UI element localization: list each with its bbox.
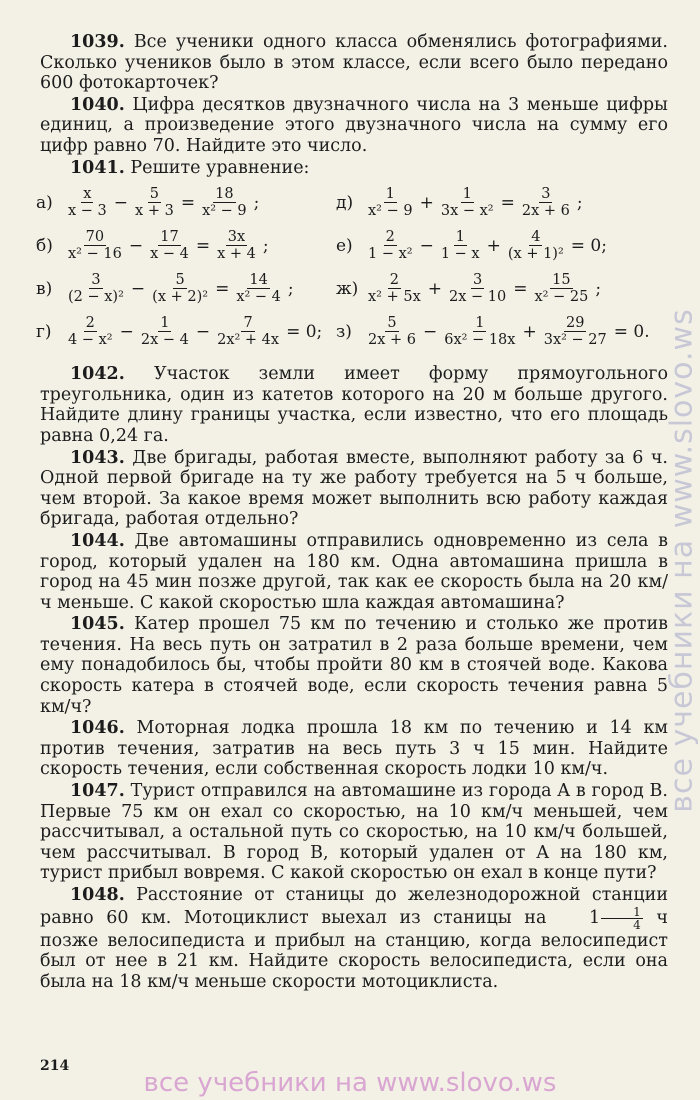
equation-v: в) $\frac{3}{\text{(2 − x)²}}$ − $\frac{5}{\text{(x + 2)²}}$ = $\frac{14}{\text{x² − 4}}$ ; (36, 272, 294, 306)
problem-number: 1046. (70, 718, 125, 739)
problem-text: Катер прошел 75 км по течению и столько же против течения. На весь путь он затратил в 2 раза больше времени, чем ему понадобилось бы, чтобы пройти 80 км в стоячей воде. Какова скорость катера в стоячей воде, если скорость течения равна 5 км/ч? (40, 614, 668, 717)
problem-text: Расстояние от станицы до железнодорожной станции равно 60 км. Мотоциклист выехал из станицы на (40, 885, 668, 928)
equation-zh: ж) $\frac{2}{\text{x² + 5x}}$ + $\frac{3}{2x - 10}$ = $\frac{15}{\text{x² − 25}}$ ; (336, 272, 602, 306)
problem-1043 (40, 448, 668, 530)
problem-text: Турист отправился на автомашине из города A в город B. Первые 75 км он ехал со скоростью, на 10 км/ч меньшей, чем рассчитывал, а остальной путь со скоростью, на 10 км/ч большей, чем рассчитывал. В город B, который удален от A на 180 км, турист прибыл вовремя. С какой скоростью он ехал в конце пути? (40, 781, 668, 884)
equation-label: д) (336, 192, 354, 213)
equation-label: е) (336, 235, 353, 256)
equation-label: ж) (336, 278, 359, 299)
fraction: $\frac{5}{2x + 6}$ (368, 315, 416, 349)
fraction: $\frac{29}{\text{3x² − 27}}$ (543, 315, 607, 349)
fraction: $\frac{3}{2x - 10}$ (449, 272, 507, 306)
fraction: $\frac{17}{x - 4}$ (150, 229, 189, 263)
problem-1048 (40, 885, 668, 992)
equation-d: д) $\frac{1}{\text{x² − 9}}$ + $\frac{1}{\text{3x − x²}}$ = $\frac{3}{2x + 6}$ ; (336, 186, 583, 220)
fraction: $\frac{14}{\text{x² − 4}}$ (236, 272, 281, 306)
fraction: $\frac{5}{\text{(x + 2)²}}$ (152, 272, 209, 306)
problem-1046 (40, 718, 668, 780)
problem-number: 1048. (70, 885, 125, 905)
fraction: $\frac{2}{\text{1 − x²}}$ (368, 229, 413, 263)
problem-number: 1043. (70, 447, 125, 468)
fraction: $\frac{3x}{x + 4}$ (217, 229, 256, 263)
fraction: $\frac{x}{x - 3}$ (68, 186, 107, 220)
equation-z: з) $\frac{5}{2x + 6}$ − $\frac{1}{\text{6x² − 18x}}$ + $\frac{29}{\text{3x² − 27}}$ = 0. (336, 315, 650, 349)
problem-1044 (40, 531, 668, 613)
problem-text: Участок земли имеет форму прямоугольного треугольника, один из катетов которого на 20 м больше другого. Найдите длину границы участка, если известно, что его площадь равна 0,24 га. (40, 364, 668, 446)
equation-b: б) $\frac{70}{\text{x² − 16}}$ − $\frac{17}{x - 4}$ = $\frac{3x}{x + 4}$ ; (36, 229, 269, 263)
fraction: $\frac{4}{\text{(x + 1)²}}$ (507, 229, 564, 263)
problem-number: 1044. (70, 530, 125, 551)
problem-1042 (40, 364, 668, 446)
equation-label: г) (36, 321, 52, 342)
problem-text: Две автомашины отправились одновременно из села в город, который удален на 180 км. Одна автомашина пришла в город на 45 мин позже другой, так как ее скорость была на 20 км/ч меньше. С какой скоростью шла каждая автомашина? (40, 530, 668, 613)
equation-label: а) (36, 192, 53, 213)
problem-number: 1041. (70, 157, 125, 178)
fraction: $\frac{2}{\text{4 − x²}}$ (68, 315, 113, 349)
problem-text: ч позже велосипедиста и прибыл на станцию, когда велосипедист был от нее в 21 км. Найдите скорость велосипедиста, если она была на 18 км/ч меньше скорости мотоциклиста. (40, 907, 668, 992)
problem-text: Все ученики одного класса обменялись фотографиями. Сколько учеников было в этом классе, если всего было передано 600 фотокарточек? (40, 32, 668, 94)
equation-g: г) $\frac{2}{\text{4 − x²}}$ − $\frac{1}{2x - 4}$ − $\frac{7}{\text{2x² + 4x}}$ = 0; (36, 315, 323, 349)
fraction: $\frac{1}{2x - 4}$ (140, 315, 189, 349)
problem-1041 (40, 158, 668, 179)
problem-text: Моторная лодка прошла 18 км по течению и 14 км против течения, затратив на весь путь 3 ч 15 мин. Найдите скорость течения, если собственная скорость лодки 10 км/ч. (40, 718, 668, 780)
problem-1047 (40, 781, 668, 884)
equation-e: е) $\frac{2}{\text{1 − x²}}$ − $\frac{1}{1 - x}$ + $\frac{4}{\text{(x + 1)²}}$ = 0; (336, 229, 607, 263)
fraction: $\frac{2}{\text{x² + 5x}}$ (368, 272, 421, 306)
equation-label: з) (336, 321, 352, 342)
fraction: $\frac{18}{\text{x² − 9}}$ (202, 186, 247, 220)
problem-text: Две бригады, работая вместе, выполняют работу за 6 ч. Одной первой бригаде на ту же работу требуется на 5 ч больше, чем второй. За какое время может выполнить всю работу каждая бригада, работая отдельно? (40, 447, 668, 530)
problem-number: 1042. (70, 364, 125, 385)
problem-text: Решите уравнение: (130, 157, 310, 178)
fraction: $\frac{3}{2x + 6}$ (521, 186, 570, 220)
fraction: $\frac{1}{\text{6x² − 18x}}$ (444, 315, 516, 349)
fraction: $\frac{1}{\text{3x − x²}}$ (440, 186, 494, 220)
problem-number: 1040. (70, 94, 125, 115)
fraction: $\frac{5}{x + 3}$ (135, 186, 174, 220)
equation-label: б) (36, 235, 53, 256)
mixed-number: 1 $\frac{1}{4}$ (589, 904, 641, 932)
problem-1039 (40, 32, 668, 94)
equation-list (36, 186, 668, 358)
equation-label: в) (36, 278, 53, 299)
problem-1040 (40, 95, 668, 157)
page-number: 214 (40, 1058, 70, 1074)
problem-1045 (40, 614, 668, 717)
fraction: $\frac{3}{\text{(2 − x)²}}$ (68, 272, 124, 306)
side-watermark: все учебники на www.slovo.ws (664, 307, 700, 813)
textbook-page (36, 32, 668, 993)
problem-number: 1039. (70, 32, 125, 52)
fraction: $\frac{15}{\text{x² − 25}}$ (534, 272, 589, 306)
bottom-watermark: все учебники на www.slovo.ws (143, 1068, 557, 1098)
fraction: $\frac{1}{1 - x}$ (440, 229, 480, 263)
problem-number: 1045. (70, 614, 125, 635)
equation-a: а) $\frac{x}{x - 3}$ − $\frac{5}{x + 3}$ = $\frac{18}{\text{x² − 9}}$ ; (36, 186, 260, 220)
fraction: $\frac{7}{\text{2x² + 4x}}$ (217, 315, 280, 349)
fraction: $\frac{1}{\text{x² − 9}}$ (368, 186, 413, 220)
problem-number: 1047. (70, 781, 125, 802)
fraction: $\frac{70}{\text{x² − 16}}$ (68, 229, 122, 263)
problem-text: Цифра десятков двузначного числа на 3 меньше цифры единиц, а произведение этого двузначного числа на сумму его цифр равно 70. Найдите это число. (40, 94, 668, 156)
